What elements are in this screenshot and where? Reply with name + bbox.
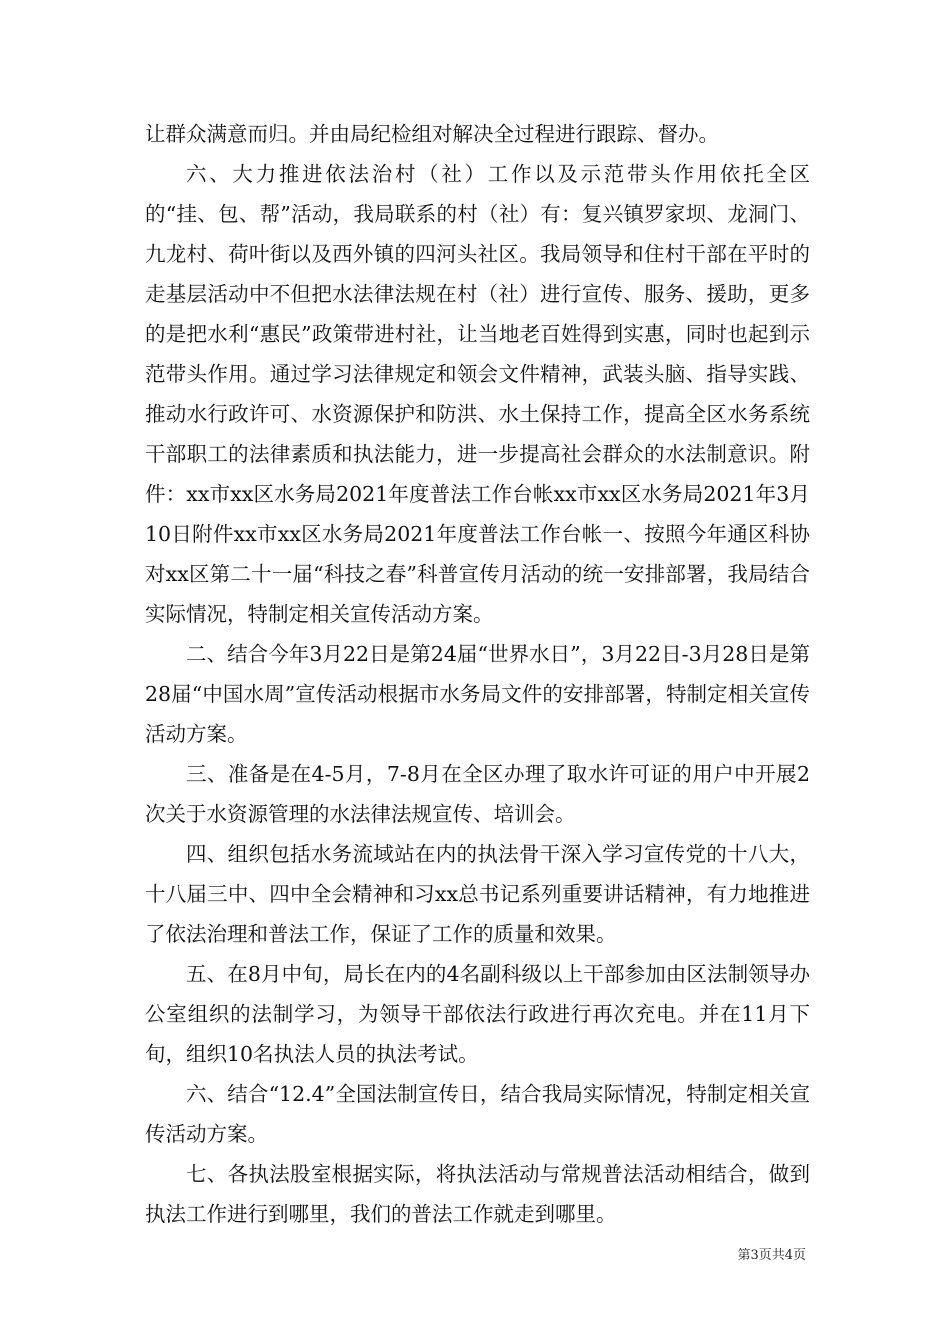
paragraph-item-two-water-day: 二、结合今年3月22日是第24届“世界水日”，3月22日-3月28日是第28届“中国水周”宣传活动根据市水务局文件的安排部署，特制定相关宣传活动方案。 <box>145 642 810 746</box>
paragraph-item-three-training: 三、准备是在4-5月，7-8月在全区办理了取水许可证的用户中开展2次关于水资源管理的水法律法规宣传、培训会。 <box>145 762 810 826</box>
paragraph-item-seven-enforcement: 七、各执法股室根据实际，将执法活动与常规普法活动相结合，做到执法工作进行到哪里，我们的普法工作就走到哪里。 <box>145 1162 810 1226</box>
document-body <box>145 114 810 1234</box>
paragraph-item-six-legal-day: 六、结合“12.4”全国法制宣传日，结合我局实际情况，特制定相关宣传活动方案。 <box>145 1082 810 1146</box>
paragraph-item-four-study: 四、组织包括水务流域站在内的执法骨干深入学习宣传党的十八大，十八届三中、四中全会精神和习xx总书记系列重要讲话精神，有力地推进了依法治理和普法工作，保证了工作的质量和效果。 <box>145 842 810 946</box>
paragraph-item-six-village-work: 六、大力推进依法治村（社）工作以及示范带头作用依托全区的“挂、包、帮”活动，我局联系的村（社）有：复兴镇罗家坝、龙洞门、九龙村、荷叶街以及西外镇的四河头社区。我局领导和住村干部在平时的走基层活动中不但把水法律法规在村（社）进行宣传、服务、援助，更多的是把水利“惠民”政策带进村社，让当地老百姓得到实惠，同时也起到示范带头作用。通过学习法律规定和领会文件精神，武装头脑、指导实践、推动水行政许可、水资源保护和防洪、水土保持工作，提高全区水务系统干部职工的法律素质和执法能力，进一步提高社会群众的水法制意识。附件：xx市xx区水务局2021年度普法工作台帐xx市xx区水务局2021年3月10日附件xx市xx区水务局2021年度普法工作台帐一、按照今年通区科协对xx区第二十一届“科技之春”科普宣传月活动的统一安排部署，我局结合实际情况，特制定相关宣传活动方案。 <box>145 162 810 626</box>
paragraph-continuation: 让群众满意而归。并由局纪检组对解决全过程进行跟踪、督办。 <box>145 122 719 146</box>
page-number: 第3页共4页 <box>737 1248 806 1263</box>
paragraph-item-five-cadre-study: 五、在8月中旬，局长在内的4名副科级以上干部参加由区法制领导办公室组织的法制学习，为领导干部依法行政进行再次充电。并在11月下旬，组织10名执法人员的执法考试。 <box>145 962 810 1066</box>
